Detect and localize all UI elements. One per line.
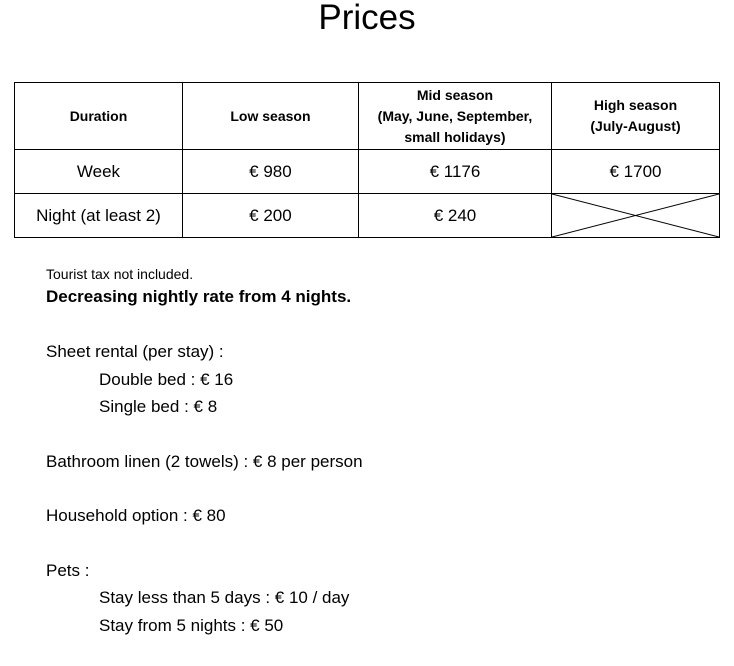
double-bed-price: Double bed : € 16 [99, 369, 234, 389]
header-high-season: High season (July-August) [552, 83, 720, 150]
pets-section [46, 557, 706, 640]
cell-duration: Night (at least 2) [15, 194, 183, 238]
cell-not-available [552, 194, 720, 238]
price-table [14, 82, 720, 238]
cell-mid-price: € 240 [358, 194, 551, 238]
page-title: Prices [318, 0, 416, 37]
cell-low-price: € 200 [182, 194, 358, 238]
table-row [15, 194, 720, 238]
sheet-rental-section [46, 338, 706, 421]
header-duration: Duration [15, 83, 183, 150]
table-row [15, 150, 720, 194]
bathroom-linen-price: Bathroom linen (2 towels) : € 8 per person [46, 451, 363, 471]
header-low-season: Low season [182, 83, 358, 150]
cell-low-price: € 980 [182, 150, 358, 194]
notes-section [46, 264, 706, 666]
single-bed-price: Single bed : € 8 [99, 397, 218, 416]
cell-high-price: € 1700 [552, 150, 720, 194]
pets-heading: Pets : [46, 560, 90, 580]
pets-long-stay-price: Stay from 5 nights : € 50 [99, 615, 284, 635]
bathroom-linen-section [46, 448, 706, 476]
tax-note: Tourist tax not included. [46, 266, 194, 282]
sheet-rental-heading: Sheet rental (per stay) : [46, 342, 224, 361]
pets-short-stay-price: Stay less than 5 days : € 10 / day [99, 588, 350, 607]
cross-out-mark [552, 194, 719, 237]
decreasing-rate-note: Decreasing nightly rate from 4 nights. [46, 287, 352, 306]
table-header-row [15, 83, 720, 150]
household-section [46, 502, 706, 530]
header-mid-season: Mid season (May, June, September, small holidays) [358, 83, 551, 150]
household-option-price: Household option : € 80 [46, 506, 226, 525]
cell-duration: Week [15, 150, 183, 194]
cell-mid-price: € 1176 [358, 150, 551, 194]
